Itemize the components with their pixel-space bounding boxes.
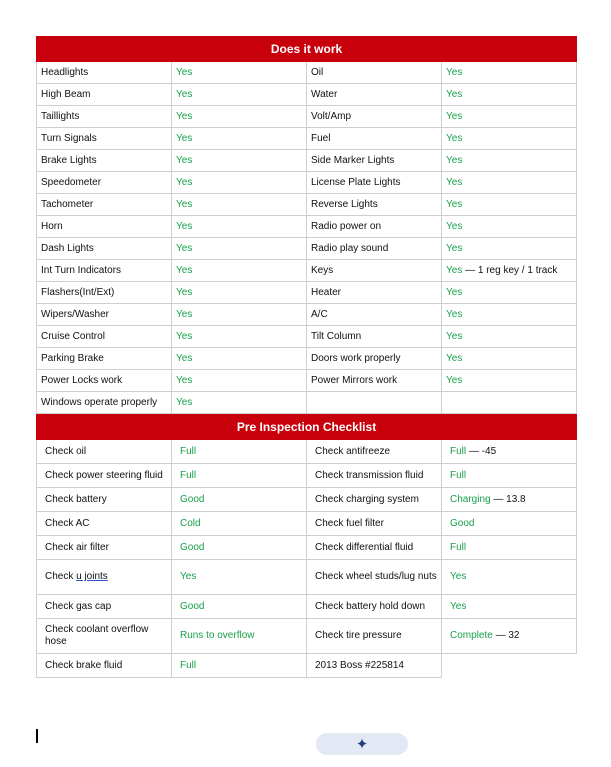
check-result — [442, 440, 577, 464]
item-label-text: Turn Signals — [41, 132, 97, 144]
item-status-note: — 1 reg key / 1 track — [462, 264, 558, 276]
item-label — [37, 128, 172, 150]
item-status-text: Yes — [446, 198, 463, 210]
check-label-text: Check fuel filter — [315, 517, 384, 529]
check-result-text: Complete — [450, 630, 493, 641]
item-label-text: Oil — [311, 66, 324, 78]
table-row — [37, 370, 577, 392]
check-result — [172, 536, 307, 560]
check-result-note: — 32 — [492, 630, 520, 641]
check-result — [172, 512, 307, 536]
item-label — [307, 106, 442, 128]
item-label — [307, 282, 442, 304]
item-label-text: Flashers(Int/Ext) — [41, 286, 115, 298]
item-label — [307, 194, 442, 216]
item-label — [307, 84, 442, 106]
check-result-text: Yes — [450, 571, 467, 582]
table-row — [37, 348, 577, 370]
item-status — [172, 304, 307, 326]
check-label-text: Check battery — [45, 493, 107, 505]
table-row — [37, 172, 577, 194]
item-status — [442, 84, 577, 106]
table-row — [37, 194, 577, 216]
item-status-text: Yes — [446, 66, 463, 78]
item-label-text: Heater — [311, 286, 342, 298]
check-label-text: Check air filter — [45, 541, 109, 553]
check-label-text: 2013 Boss #225814 — [315, 659, 404, 671]
item-status — [172, 62, 307, 84]
table-row — [37, 282, 577, 304]
check-result-text: Good — [180, 541, 205, 553]
table-row — [37, 488, 577, 512]
item-status — [442, 392, 577, 414]
check-result — [172, 595, 307, 619]
item-status-text: Yes — [176, 220, 193, 232]
item-label-text: Side Marker Lights — [311, 154, 395, 166]
item-label-text: Radio play sound — [311, 242, 389, 254]
item-status — [172, 370, 307, 392]
check-label-underlined: u joints — [76, 571, 108, 582]
check-result-text: Charging — [450, 493, 491, 505]
item-status-text: Yes — [176, 66, 193, 78]
check-label — [37, 654, 172, 678]
check-result-text: Full — [180, 659, 197, 671]
table-row — [37, 560, 577, 595]
item-status-text: Yes — [176, 132, 193, 144]
check-label — [37, 536, 172, 560]
item-label — [37, 370, 172, 392]
check-label — [37, 619, 172, 654]
table-row — [37, 392, 577, 414]
table-row — [37, 654, 577, 678]
item-label — [307, 304, 442, 326]
does-it-work-table — [36, 36, 577, 414]
item-label — [307, 128, 442, 150]
check-label — [37, 464, 172, 488]
table-row — [37, 326, 577, 348]
sparkle-icon: ✦ — [355, 735, 369, 753]
item-status — [172, 106, 307, 128]
item-status — [172, 128, 307, 150]
check-label — [307, 654, 442, 678]
check-label-text: Check — [45, 571, 77, 582]
item-status — [172, 238, 307, 260]
item-label-text: Dash Lights — [41, 242, 94, 254]
check-label-text: Check coolant overflow hose — [45, 624, 149, 647]
item-label — [307, 216, 442, 238]
item-status — [442, 128, 577, 150]
check-result-note: — 13.8 — [490, 493, 526, 505]
check-result-text: Yes — [450, 600, 467, 612]
item-status-text: Yes — [176, 154, 193, 166]
check-result-text: Good — [450, 517, 475, 529]
text-cursor — [36, 729, 38, 743]
item-status-text: Yes — [446, 132, 463, 144]
table-row — [37, 84, 577, 106]
check-label — [37, 512, 172, 536]
item-label-text: Reverse Lights — [311, 198, 378, 210]
check-label — [307, 440, 442, 464]
check-label — [307, 512, 442, 536]
check-result-text: Full — [450, 445, 467, 457]
item-status-text: Yes — [446, 242, 463, 254]
check-result-note: — -45 — [466, 445, 497, 457]
item-label-text: Power Locks work — [41, 374, 123, 386]
item-label — [37, 326, 172, 348]
table-row — [37, 62, 577, 84]
item-label-text: Int Turn Indicators — [41, 264, 122, 276]
item-label-text: Radio power on — [311, 220, 382, 232]
check-label-text: Check antifreeze — [315, 445, 391, 457]
item-label — [37, 194, 172, 216]
table-row — [37, 512, 577, 536]
check-result — [172, 488, 307, 512]
item-label — [37, 84, 172, 106]
check-result — [442, 536, 577, 560]
check-label — [307, 536, 442, 560]
item-status-text: Yes — [176, 286, 193, 298]
table-row — [37, 238, 577, 260]
item-status — [442, 194, 577, 216]
item-label-text: Keys — [311, 264, 334, 276]
item-label-text: Water — [311, 88, 338, 100]
check-label — [37, 595, 172, 619]
item-status-text: Yes — [176, 198, 193, 210]
item-status-text: Yes — [176, 88, 193, 100]
item-label — [37, 172, 172, 194]
check-result — [172, 560, 307, 595]
check-result-text: Yes — [180, 571, 197, 582]
item-label — [307, 326, 442, 348]
check-result — [442, 595, 577, 619]
table-row — [37, 304, 577, 326]
item-label-text: Tachometer — [41, 198, 94, 210]
item-label — [37, 260, 172, 282]
check-label — [307, 464, 442, 488]
item-status — [172, 194, 307, 216]
check-result — [442, 488, 577, 512]
item-status-text: Yes — [446, 374, 463, 386]
empty-cell — [442, 654, 577, 678]
item-label-text: Windows operate properly — [41, 396, 158, 408]
item-status-text: Yes — [446, 352, 463, 364]
check-result-text: Full — [450, 469, 467, 481]
item-status — [172, 282, 307, 304]
item-status — [172, 216, 307, 238]
check-result-text: Full — [180, 445, 197, 457]
check-label — [307, 595, 442, 619]
table-row — [37, 464, 577, 488]
item-status — [442, 150, 577, 172]
table-row — [37, 595, 577, 619]
item-status — [442, 62, 577, 84]
item-label-text: A/C — [311, 308, 328, 320]
item-label-text: Power Mirrors work — [311, 374, 398, 386]
item-status-text: Yes — [176, 308, 193, 320]
item-status — [442, 106, 577, 128]
item-label-text: Parking Brake — [41, 352, 104, 364]
check-label-text: Check gas cap — [45, 600, 112, 612]
ai-assist-button[interactable] — [316, 733, 408, 755]
item-status-text: Yes — [176, 264, 193, 276]
item-label — [37, 216, 172, 238]
item-status — [442, 238, 577, 260]
item-status — [172, 326, 307, 348]
check-label — [307, 488, 442, 512]
item-label — [37, 304, 172, 326]
check-result — [172, 464, 307, 488]
item-label-text: Speedometer — [41, 176, 102, 188]
item-status-text: Yes — [176, 374, 193, 386]
item-label — [37, 106, 172, 128]
item-status-text: Yes — [446, 264, 463, 276]
table-row — [37, 150, 577, 172]
check-result-text: Good — [180, 493, 205, 505]
item-label — [307, 150, 442, 172]
check-label-text: Check wheel studs/lug nuts — [315, 571, 437, 582]
check-label-text: Check brake fluid — [45, 659, 123, 671]
item-label — [37, 238, 172, 260]
check-label-text: Check AC — [45, 517, 90, 529]
item-label-text: Taillights — [41, 110, 80, 122]
item-label-text: Headlights — [41, 66, 89, 78]
item-label — [307, 62, 442, 84]
table-title: Does it work — [37, 37, 577, 62]
check-result-text: Full — [450, 541, 467, 553]
check-result — [442, 512, 577, 536]
item-status-text: Yes — [446, 176, 463, 188]
item-status — [442, 260, 577, 282]
check-label-text: Check charging system — [315, 493, 419, 505]
check-result — [172, 654, 307, 678]
item-label-text: Tilt Column — [311, 330, 362, 342]
item-status-text: Yes — [446, 110, 463, 122]
item-status-text: Yes — [176, 396, 193, 408]
item-label — [37, 282, 172, 304]
check-label — [307, 619, 442, 654]
item-status-text: Yes — [176, 176, 193, 188]
check-label-text: Check battery hold down — [315, 600, 426, 612]
check-result-text: Full — [180, 469, 197, 481]
check-result-text: Runs to overflow — [180, 630, 255, 641]
item-label — [37, 392, 172, 414]
check-result — [442, 619, 577, 654]
item-label — [307, 172, 442, 194]
item-label-text: License Plate Lights — [311, 176, 401, 188]
item-label-text: Wipers/Washer — [41, 308, 109, 320]
item-status — [172, 260, 307, 282]
check-label — [307, 560, 442, 595]
check-result — [442, 464, 577, 488]
table-title: Pre Inspection Checklist — [37, 415, 577, 440]
item-label-text: Doors work properly — [311, 352, 401, 364]
table-row — [37, 106, 577, 128]
item-label — [307, 370, 442, 392]
item-status — [172, 172, 307, 194]
item-status — [442, 304, 577, 326]
item-status-text: Yes — [446, 220, 463, 232]
item-label — [37, 348, 172, 370]
item-status — [442, 326, 577, 348]
check-label-text: Check oil — [45, 445, 87, 457]
table-row — [37, 619, 577, 654]
item-label — [307, 348, 442, 370]
item-status-text: Yes — [446, 308, 463, 320]
item-status-text: Yes — [176, 352, 193, 364]
item-label — [307, 260, 442, 282]
table-row — [37, 216, 577, 238]
item-status-text: Yes — [446, 88, 463, 100]
check-result-text: Good — [180, 600, 205, 612]
item-status-text: Yes — [176, 242, 193, 254]
table-row — [37, 128, 577, 150]
check-result — [172, 619, 307, 654]
item-label — [307, 238, 442, 260]
check-label-text: Check differential fluid — [315, 541, 414, 553]
check-label — [37, 488, 172, 512]
item-label-text: High Beam — [41, 88, 91, 100]
item-status — [442, 172, 577, 194]
item-status — [442, 216, 577, 238]
table-row — [37, 260, 577, 282]
check-label — [37, 440, 172, 464]
table-row — [37, 440, 577, 464]
item-status — [172, 150, 307, 172]
item-status-text: Yes — [446, 154, 463, 166]
check-result — [172, 440, 307, 464]
item-status-text: Yes — [176, 330, 193, 342]
item-label — [307, 392, 442, 414]
item-label — [37, 150, 172, 172]
check-label-text: Check tire pressure — [315, 630, 402, 641]
item-label-text: Fuel — [311, 132, 331, 144]
check-label-text: Check power steering fluid — [45, 469, 163, 481]
item-label-text: Volt/Amp — [311, 110, 352, 122]
check-label-text: Check transmission fluid — [315, 469, 424, 481]
item-status-text: Yes — [446, 286, 463, 298]
item-status — [172, 348, 307, 370]
item-status — [442, 348, 577, 370]
check-label — [37, 560, 172, 595]
table-row — [37, 536, 577, 560]
item-status — [172, 84, 307, 106]
item-status — [172, 392, 307, 414]
item-status-text: Yes — [176, 110, 193, 122]
check-result — [442, 560, 577, 595]
item-status-text: Yes — [446, 330, 463, 342]
check-result-text: Cold — [180, 517, 201, 529]
item-label-text: Horn — [41, 220, 63, 232]
pre-inspection-checklist-table — [36, 414, 577, 678]
item-label-text: Brake Lights — [41, 154, 97, 166]
item-label — [37, 62, 172, 84]
item-status — [442, 282, 577, 304]
item-label-text: Cruise Control — [41, 330, 105, 342]
item-status — [442, 370, 577, 392]
